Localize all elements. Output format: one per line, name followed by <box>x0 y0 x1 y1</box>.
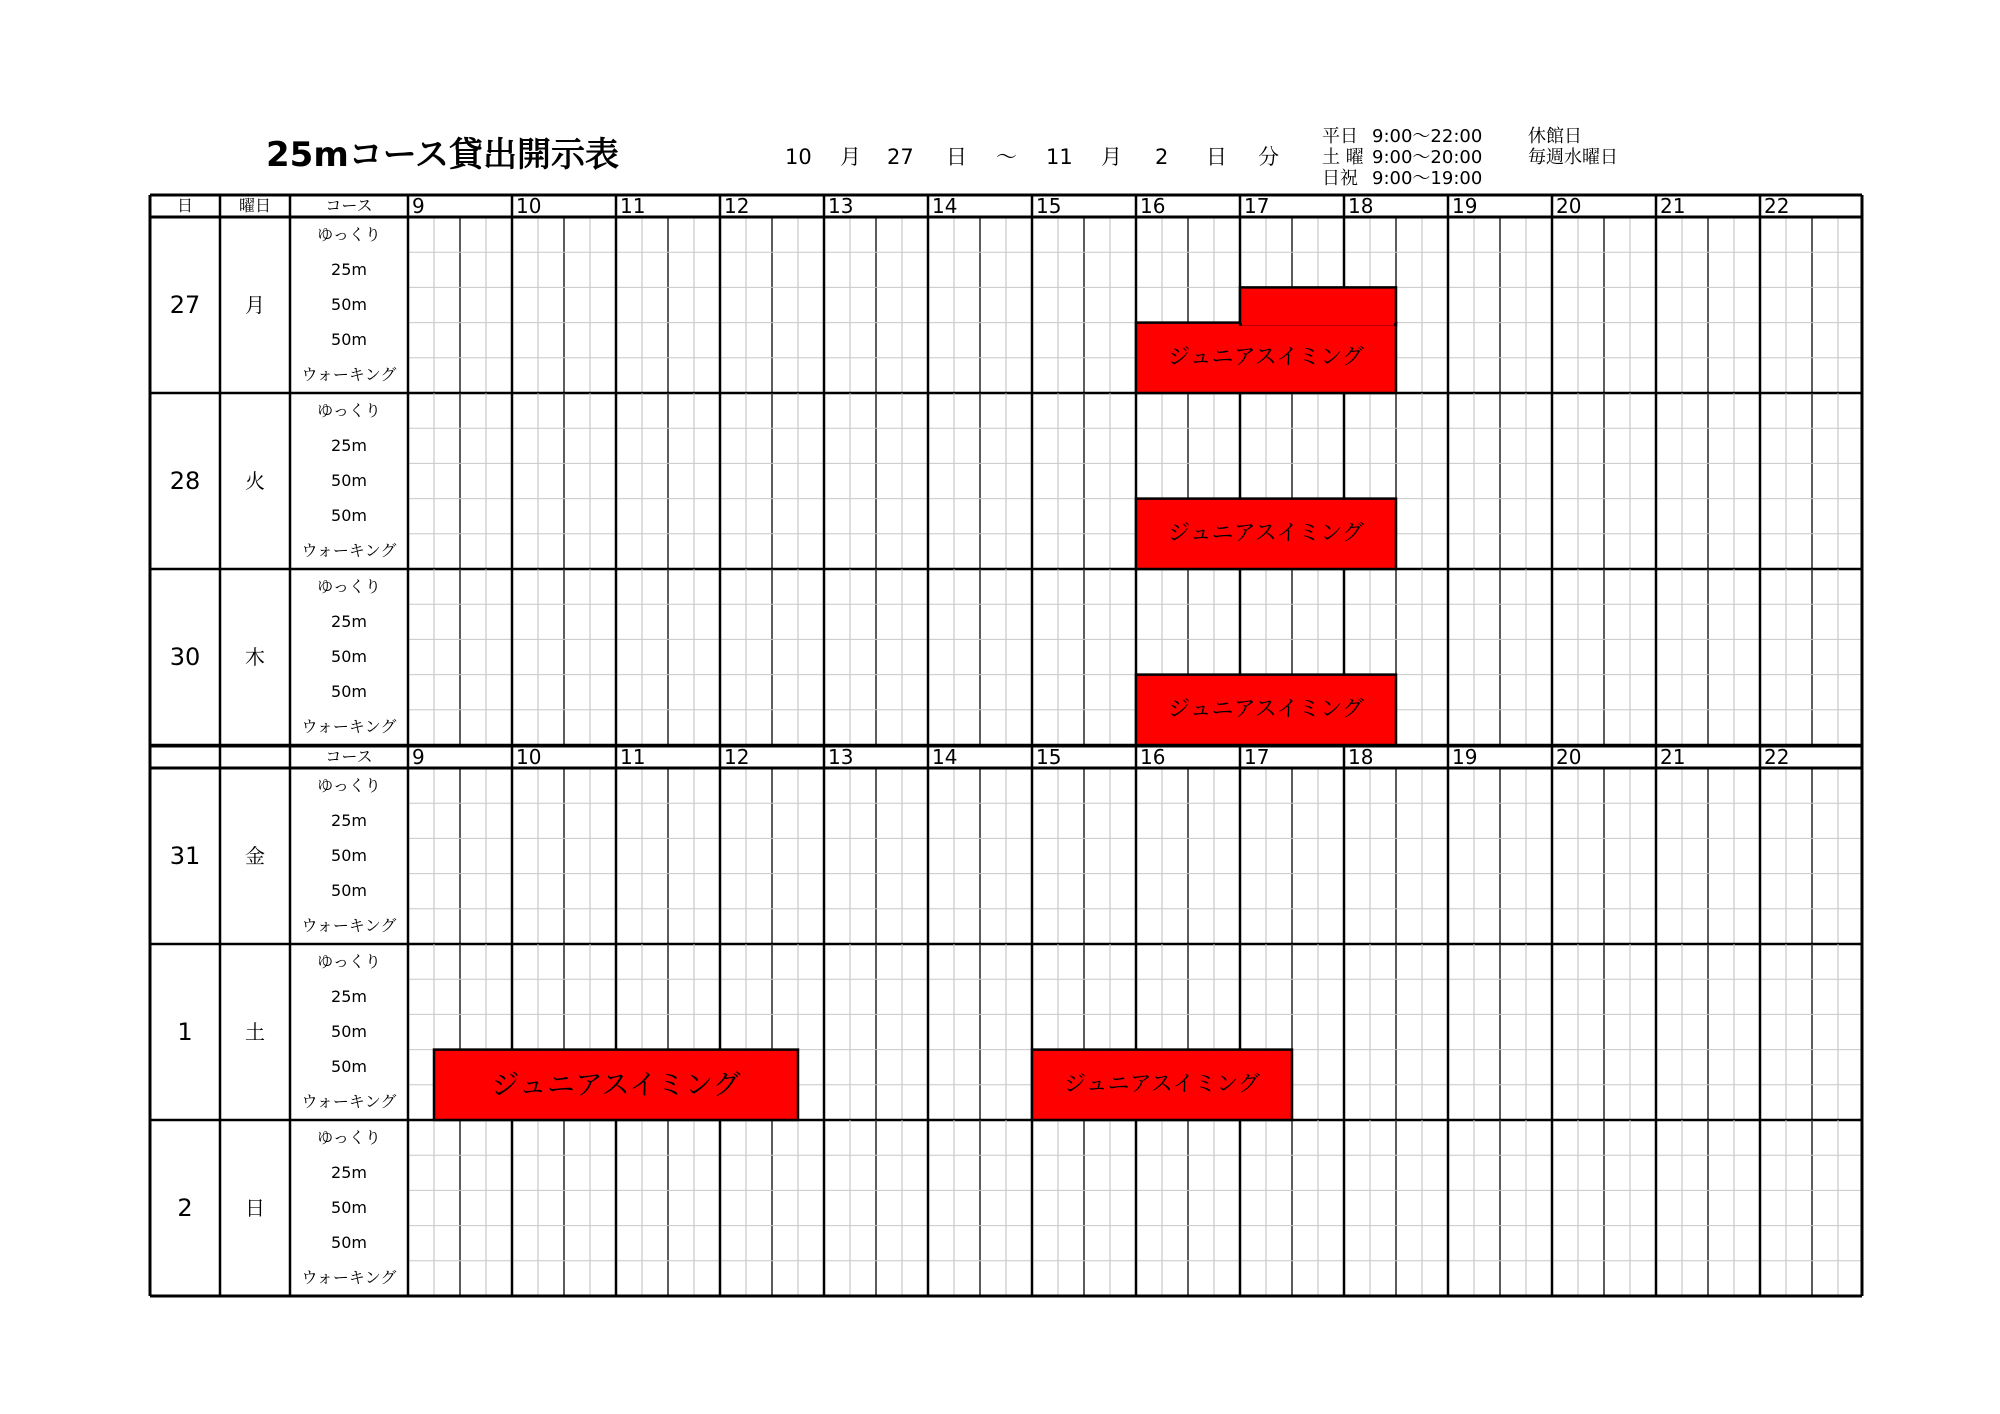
day-date: 27 <box>169 291 201 319</box>
lane-label: 50m <box>331 330 367 350</box>
lane-label: ウォーキング <box>301 717 397 737</box>
day-date: 30 <box>169 643 201 671</box>
lane-label: 50m <box>331 1198 367 1217</box>
hours-saturday-label: 土 曜 <box>1322 147 1364 168</box>
booking-label: ジュニアスイミング <box>1168 696 1364 722</box>
hours-holiday-time: 9:00～19:00 <box>1372 168 1483 189</box>
hour-label: 19 <box>1452 194 1478 218</box>
hour-label: 10 <box>516 194 542 218</box>
period-month-label: 月 <box>840 145 861 169</box>
lane-label: 50m <box>331 682 367 702</box>
period-to-day-label: 日 <box>1206 145 1227 169</box>
hour-label: 14 <box>932 194 958 218</box>
hour-label: 18 <box>1348 194 1374 218</box>
lane-label: 25m <box>331 1162 367 1182</box>
closed-day-label: 休館日 <box>1528 126 1582 147</box>
hours-saturday-time: 9:00～20:00 <box>1372 147 1483 168</box>
closed-day-value: 毎週水曜日 <box>1528 147 1618 168</box>
lane-label: 25m <box>331 611 367 631</box>
booking-label: ジュニアスイミング <box>1064 1071 1260 1097</box>
lane-label: 50m <box>331 506 367 526</box>
hour-label: 14 <box>932 745 958 769</box>
header-course: コース <box>325 196 373 215</box>
lane-label: ゆっくり <box>317 1127 381 1147</box>
booking-block-extension <box>1240 287 1396 324</box>
lane-label: ウォーキング <box>301 365 397 385</box>
hour-label: 19 <box>1452 745 1478 769</box>
period-to-day: 2 <box>1155 145 1169 169</box>
hour-label: 11 <box>620 745 646 769</box>
booking-label: ジュニアスイミング <box>1168 344 1364 370</box>
period-to-month-label: 月 <box>1101 145 1122 169</box>
hour-label: 12 <box>724 745 750 769</box>
hour-label: 15 <box>1036 745 1062 769</box>
lane-label: 50m <box>331 647 367 666</box>
day-weekday: 日 <box>245 1196 265 1220</box>
lane-label: 25m <box>331 435 367 455</box>
lane-label: ゆっくり <box>317 576 381 596</box>
lane-label: 25m <box>331 259 367 279</box>
lane-label: 25m <box>331 986 367 1006</box>
day-date: 31 <box>169 842 201 870</box>
hour-label: 17 <box>1244 194 1270 218</box>
hour-label: 12 <box>724 194 750 218</box>
hours-weekday-label: 平日 <box>1322 126 1358 147</box>
lane-label: 50m <box>331 846 367 865</box>
lane-label: ウォーキング <box>301 541 397 561</box>
lane-label: 50m <box>331 1057 367 1077</box>
page-title: 25mコース貸出開示表 <box>266 135 620 175</box>
lane-label: ゆっくり <box>317 951 381 971</box>
lane-label: ゆっくり <box>317 775 381 795</box>
period-suffix: 分 <box>1258 145 1279 169</box>
hour-label: 21 <box>1660 194 1686 218</box>
hour-label: 22 <box>1764 194 1790 218</box>
lane-label: ウォーキング <box>301 1092 397 1112</box>
lane-label: ゆっくり <box>317 224 381 244</box>
lane-label: ウォーキング <box>301 916 397 936</box>
hour-label: 20 <box>1556 194 1582 218</box>
period-from-month: 10 <box>785 145 812 169</box>
hour-label: 18 <box>1348 745 1374 769</box>
hour-label: 21 <box>1660 745 1686 769</box>
booking-block-join <box>1242 322 1394 326</box>
hour-label: 20 <box>1556 745 1582 769</box>
day-date: 1 <box>177 1018 193 1046</box>
period-to-month: 11 <box>1046 145 1073 169</box>
hours-holiday-label: 日祝 <box>1322 168 1358 189</box>
hours-weekday-time: 9:00～22:00 <box>1372 126 1483 147</box>
lane-label: 25m <box>331 810 367 830</box>
lane-label: ウォーキング <box>301 1268 397 1288</box>
day-weekday: 月 <box>245 293 265 317</box>
lane-label: 50m <box>331 1022 367 1041</box>
hour-label: 16 <box>1140 745 1166 769</box>
hour-label: 22 <box>1764 745 1790 769</box>
hour-label: 9 <box>412 745 425 769</box>
booking-label: ジュニアスイミング <box>1168 520 1364 546</box>
lane-label: 50m <box>331 471 367 490</box>
day-weekday: 土 <box>245 1020 265 1044</box>
period-from-day: 27 <box>887 145 914 169</box>
hour-label: 11 <box>620 194 646 218</box>
hour-label: 15 <box>1036 194 1062 218</box>
day-date: 28 <box>169 467 201 495</box>
header-course: コース <box>325 747 373 766</box>
day-date: 2 <box>177 1194 193 1222</box>
hour-label: 17 <box>1244 745 1270 769</box>
period-day-label: 日 <box>946 145 967 169</box>
period-tilde: ～ <box>996 145 1017 169</box>
hour-label: 9 <box>412 194 425 218</box>
hour-label: 16 <box>1140 194 1166 218</box>
hour-label: 13 <box>828 194 854 218</box>
booking-label: ジュニアスイミング <box>491 1067 741 1101</box>
day-weekday: 木 <box>245 645 265 669</box>
lane-label: 50m <box>331 295 367 314</box>
lane-label: 50m <box>331 1233 367 1253</box>
header-day: 日 <box>176 196 194 215</box>
lane-label: ゆっくり <box>317 400 381 420</box>
hour-label: 13 <box>828 745 854 769</box>
lane-label: 50m <box>331 881 367 901</box>
header-weekday: 曜日 <box>238 196 272 215</box>
hour-label: 10 <box>516 745 542 769</box>
day-weekday: 金 <box>245 844 265 868</box>
day-weekday: 火 <box>245 469 265 493</box>
